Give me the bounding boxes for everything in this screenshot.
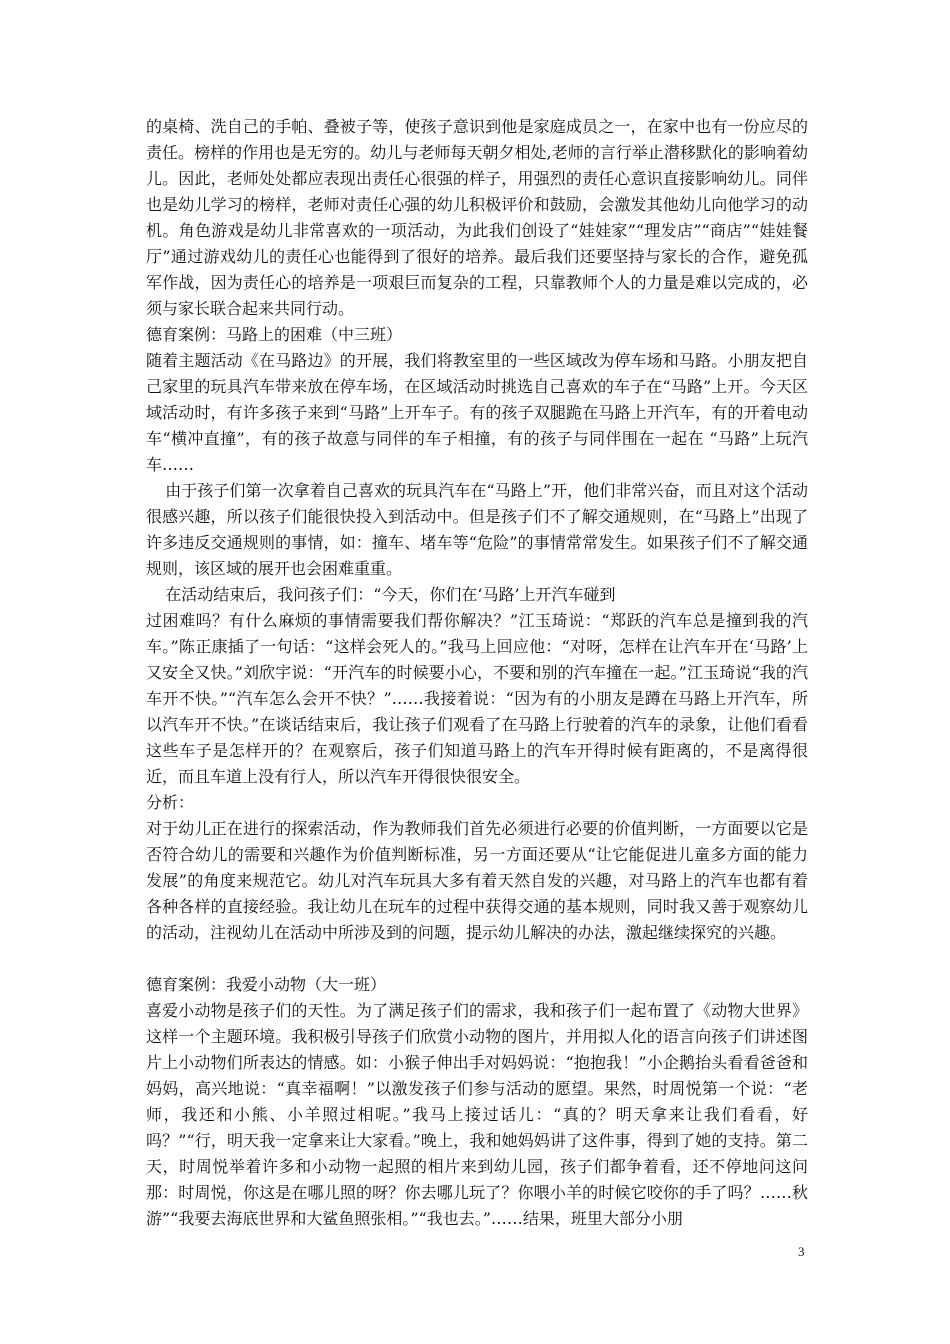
paragraph-responsibility: 的桌椅、洗自己的手帕、叠被子等，使孩子意识到他是家庭成员之一，在家中也有一份应尽的责任。榜样的作用也是无穷的。幼儿与老师每天朝夕相处,老师的言行举止潜移默化的影响着幼儿。因此，老师处处都应表现出责任心很强的样子，用强烈的责任心意识直接影响幼儿。同伴也是幼儿学习的榜样，老师对责任心强的幼儿积极评价和鼓励，会激发其他幼儿向他学习的动机。角色游戏是幼儿非常喜欢的一项活动，为此我们创设了“娃娃家”“理发店”“商店”“娃娃餐厅”通过游戏幼儿的责任心也能得到了很好的培养。最后我们还要坚持与家长的合作，避免孤军作战，因为责任心的培养是一项艰巨而复杂的工程，只靠教师个人的力量是难以完成的，必须与家长联合起来共同行动。 — [146, 117, 808, 318]
paragraph-road-intro: 随着主题活动《在马路边》的开展，我们将教室里的一些区域改为停车场和马路。小朋友把自己家里的玩具汽车带来放在停车场，在区域活动时挑选自己喜欢的车子在“马路”上开。今天区域活动时，有许多孩子来到“马路”上开车子。有的孩子双腿跪在马路上开汽车，有的开着电动车“横冲直撞”，有的孩子故意与同伴的车子相撞，有的孩子与同伴围在一起在 “马路”上玩汽车…… — [146, 351, 808, 474]
analysis-heading: 分析： — [146, 793, 195, 812]
paragraph-road-question: 在活动结束后，我问孩子们：“今天，你们在‘马路’上开汽车碰到 — [165, 585, 616, 604]
page-body — [146, 114, 808, 1232]
paragraph-road-dialogue: 过困难吗？有什么麻烦的事情需要我们帮你解决？”江玉琦说：“郑跃的汽车总是撞到我的汽车。”陈正康插了一句话：“这样会死人的。”我马上回应他：“对呀，怎样在让汽车开在‘马路’上又安全又快。”刘欣宇说：“开汽车的时候要小心，不要和别的汽车撞在一起。”江玉琦说“我的汽车开不快。”“汽车怎么会开不快？”……我接着说：“因为有的小朋友是蹲在马路上开汽车，所以汽车开不快。”在谈话结束后，我让孩子们观看了在马路上行驶着的汽车的录象，让他们看看这些车子是怎样开的？在观察后，孩子们知道马路上的汽车开得时候有距离的，不是离得很近，而且车道上没有行人，所以汽车开得很快很安全。 — [146, 611, 808, 786]
blank-line — [146, 946, 808, 972]
paragraph-road-observation: 由于孩子们第一次拿着自己喜欢的玩具汽车在“马路上”开，他们非常兴奋，而且对这个活动很感兴趣，所以孩子们能很快投入到活动中。但是孩子们不了解交通规则，在“马路上”出现了许多违反交通规则的事情，如：撞车、堵车等“危险”的事情常常发生。如果孩子们不了解交通规则，该区域的展开也会困难重重。 — [146, 481, 808, 578]
page-number: 3 — [798, 1244, 805, 1259]
paragraph-animals: 喜爱小动物是孩子们的天性。为了满足孩子们的需求，我和孩子们一起布置了《动物大世界》这样一个主题环境。我积极引导孩子们欣赏小动物的图片，并用拟人化的语言向孩子们讲述图片上小动物们所表达的情感。如：小猴子伸出手对妈妈说：“抱抱我！”小企鹅抬头看看爸爸和妈妈，高兴地说：“真幸福啊！”以激发孩子们参与活动的愿望。果然，时周悦第一个说：“老师，我还和小熊、小羊照过相呢。”我马上接过话儿：“真的？明天拿来让我们看看，好吗？”“行，明天我一定拿来让大家看。”晚上，我和她妈妈讲了这件事，得到了她的支持。第二天，时周悦举着许多和小动物一起照的相片来到幼儿园，孩子们都争着看，还不停地问这问那：时周悦，你这是在哪儿照的呀？你去哪儿玩了？你喂小羊的时候它咬你的手了吗？……秋游”“我要去海底世界和大鲨鱼照张相。”“我也去。”……结果，班里大部分小朋 — [146, 1001, 808, 1228]
case-title-road: 德育案例：马路上的困难（中三班） — [146, 325, 403, 344]
case-title-animals: 德育案例：我爱小动物（大一班） — [146, 975, 387, 994]
paragraph-analysis: 对于幼儿正在进行的探索活动，作为教师我们首先必须进行必要的价值判断，一方面要以它是否符合幼儿的需要和兴趣作为价值判断标准，另一方面还要从“让它能促进儿童多方面的能力发展”的角度来规范它。幼儿对汽车玩具大多有着天然自发的兴趣，对马路上的汽车也都有着各种各样的直接经验。我让幼儿在玩车的过程中获得交通的基本规则，同时我又善于观察幼儿的活动，注视幼儿在活动中所涉及到的问题，提示幼儿解决的办法，激起继续探究的兴趣。 — [146, 819, 808, 942]
